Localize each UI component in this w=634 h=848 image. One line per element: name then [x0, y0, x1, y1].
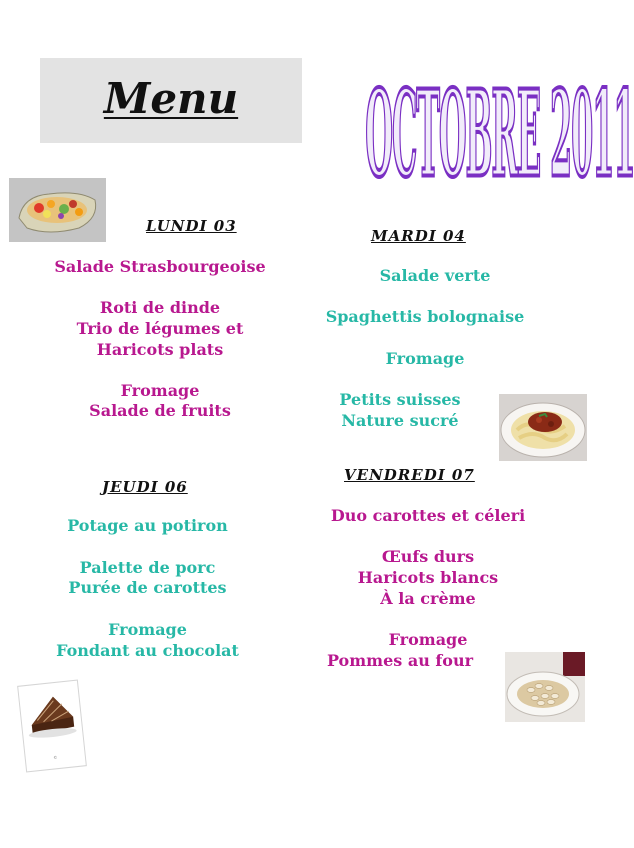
dish-lundi-6: Salade de fruits — [89, 401, 231, 420]
chocolate-cake-photo — [18, 680, 87, 772]
dish-mardi-3: Fromage — [385, 349, 465, 368]
month-title: OCTOBRE 2011 — [365, 64, 634, 205]
menu-title: Menu — [103, 74, 239, 123]
dish-jeudi-1: Potage au potiron — [67, 516, 228, 535]
dish-vendredi-3: Haricots blancs — [357, 568, 499, 587]
dish-lundi-3: Trio de légumes et — [76, 319, 244, 338]
dish-lundi-1: Salade Strasbourgeoise — [54, 257, 266, 276]
dish-vendredi-1: Duo carottes et céleri — [330, 506, 526, 525]
dish-mardi-2: Spaghettis bolognaise — [325, 307, 525, 326]
dish-vendredi-5: Fromage — [388, 630, 468, 649]
dish-lundi-2: Roti de dinde — [99, 298, 221, 317]
dish-jeudi-4: Fromage — [108, 620, 187, 639]
white-beans-photo — [505, 652, 585, 722]
day-heading-vendredi: VENDREDI 07 — [344, 466, 475, 484]
dish-vendredi-4: À la crème — [380, 589, 476, 608]
svg-text:©: © — [53, 754, 58, 761]
day-heading-mardi: MARDI 04 — [371, 227, 466, 245]
pasta-bolognese-photo — [499, 394, 587, 461]
menu-title-box — [40, 58, 302, 143]
dish-lundi-5: Fromage — [120, 381, 200, 400]
dish-vendredi-6: Pommes au four — [326, 651, 474, 670]
dish-mardi-5: Nature sucré — [341, 411, 459, 430]
day-heading-lundi: LUNDI 03 — [146, 217, 237, 235]
day-heading-jeudi: JEUDI 06 — [102, 478, 188, 496]
dish-jeudi-5: Fondant au chocolat — [56, 641, 239, 660]
dish-jeudi-3: Purée de carottes — [68, 578, 227, 597]
dish-vendredi-2: Œufs durs — [381, 547, 475, 566]
dish-lundi-4: Haricots plats — [96, 340, 224, 359]
dish-mardi-1: Salade verte — [379, 266, 491, 285]
dish-mardi-4: Petits suisses — [339, 390, 461, 409]
dish-jeudi-2: Palette de porc — [79, 558, 216, 577]
fruit-salad-photo — [9, 178, 106, 242]
